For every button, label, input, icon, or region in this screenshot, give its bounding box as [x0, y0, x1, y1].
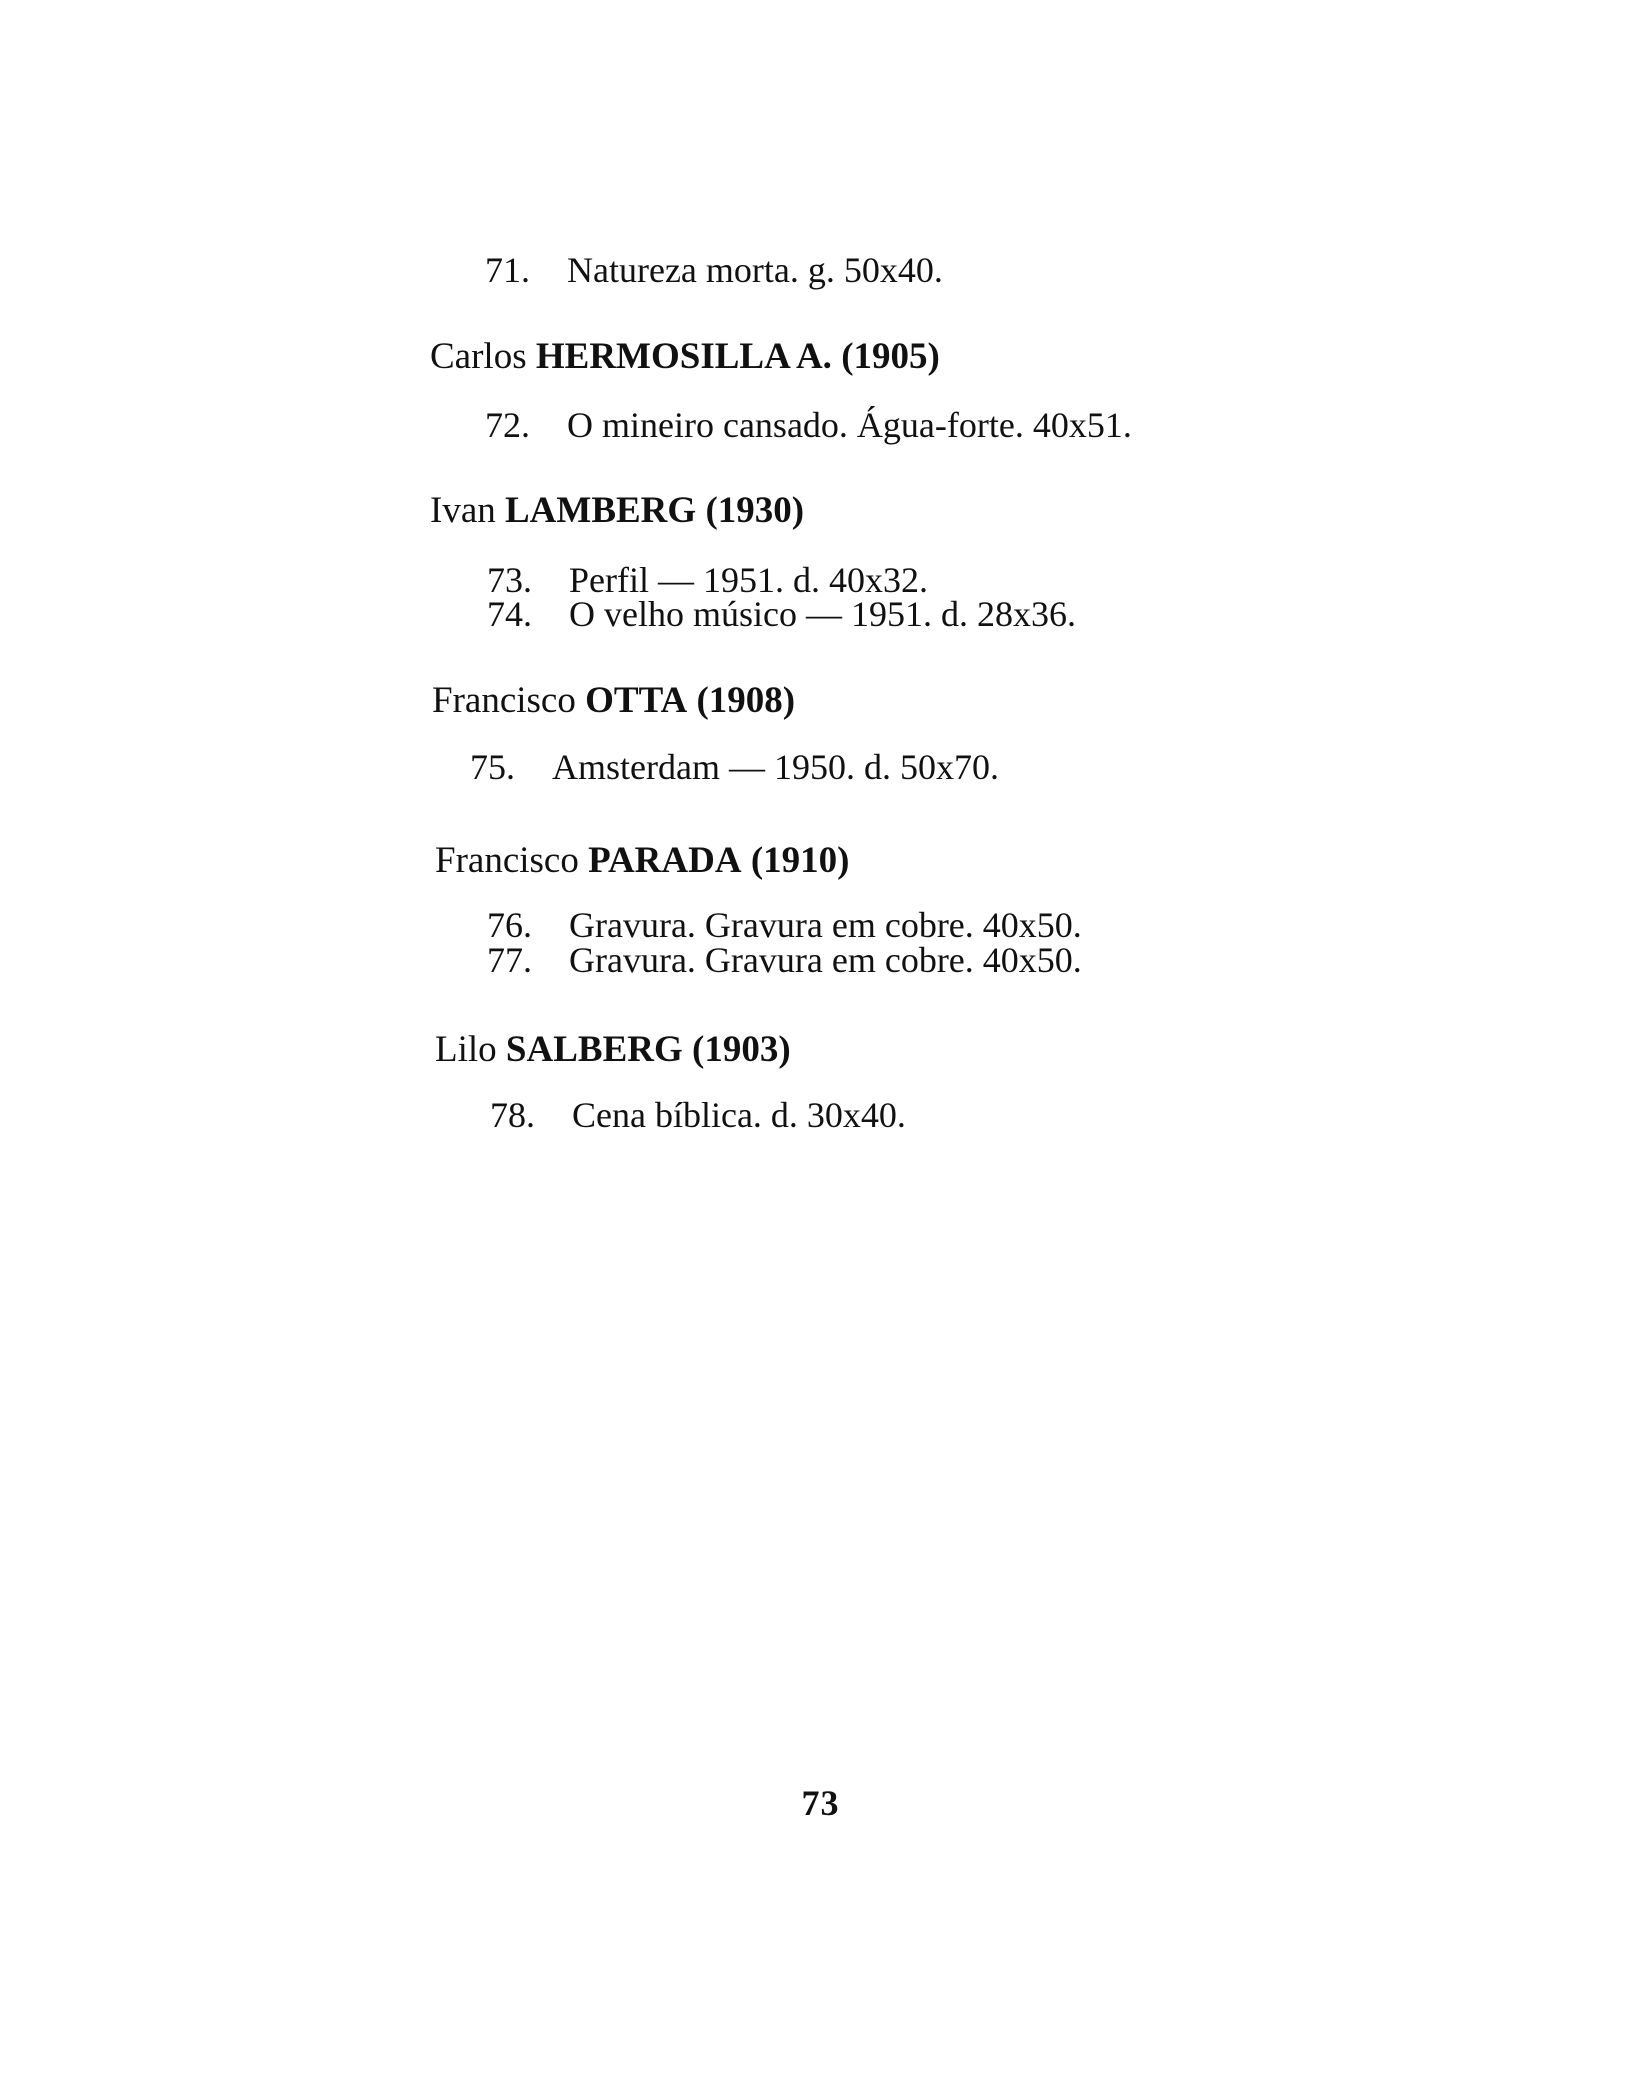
entry-text: O velho músico — 1951. d. 28x36. [569, 594, 1076, 634]
entry-number: 77. [487, 940, 532, 980]
entry-number: 78. [490, 1095, 535, 1135]
artist-surname: LAMBERG [505, 490, 697, 531]
artist-first-name: Ivan [430, 490, 496, 531]
catalog-entry [487, 905, 1082, 945]
artist-first-name: Carlos [430, 336, 527, 377]
artist-first-name: Francisco [435, 840, 579, 881]
catalog-entry [487, 594, 1076, 634]
entry-text: Amsterdam — 1950. d. 50x70. [552, 747, 999, 787]
entry-text: Gravura. Gravura em cobre. 40x50. [569, 940, 1082, 980]
artist-heading [430, 336, 940, 378]
artist-birth-year: (1905) [841, 336, 940, 377]
artist-heading [435, 840, 849, 882]
entry-text: Perfil — 1951. d. 40x32. [569, 560, 928, 600]
page-number: 73 [801, 1783, 840, 1823]
artist-heading [432, 680, 795, 722]
entry-number: 71. [485, 250, 530, 290]
artist-surname: OTTA [585, 680, 688, 721]
catalog-entry [470, 747, 999, 787]
artist-surname: SALBERG [505, 1029, 683, 1070]
artist-birth-year: (1903) [692, 1029, 791, 1070]
artist-birth-year: (1908) [696, 680, 796, 721]
entry-number: 74. [487, 594, 532, 634]
catalog-entry [485, 405, 1132, 445]
artist-heading [430, 490, 804, 532]
catalog-entry [485, 250, 943, 290]
artist-surname: HERMOSILLA A. [535, 336, 832, 377]
catalog-entry [487, 940, 1082, 980]
artist-first-name: Lilo [435, 1029, 497, 1070]
entry-text: Natureza morta. g. 50x40. [567, 250, 943, 290]
artist-surname: PARADA [588, 840, 742, 881]
artist-birth-year: (1930) [705, 490, 805, 531]
catalog-entry [490, 1095, 906, 1135]
entry-text: Cena bíblica. d. 30x40. [572, 1095, 906, 1135]
artist-heading [435, 1029, 791, 1071]
entry-number: 75. [470, 747, 515, 787]
entry-text: O mineiro cansado. Água-forte. 40x51. [567, 405, 1132, 445]
entry-text: Gravura. Gravura em cobre. 40x50. [569, 905, 1082, 945]
artist-birth-year: (1910) [750, 840, 850, 881]
artist-first-name: Francisco [432, 680, 576, 721]
entry-number: 72. [485, 405, 530, 445]
entry-number: 76. [487, 905, 532, 945]
entry-number: 73. [487, 560, 532, 600]
